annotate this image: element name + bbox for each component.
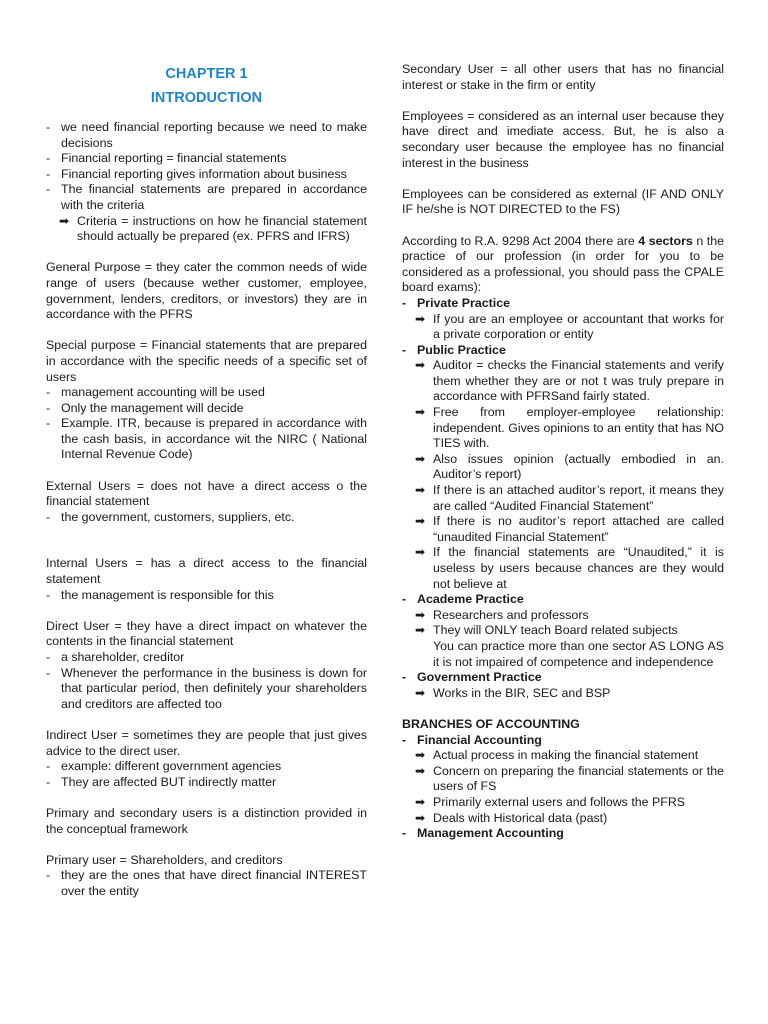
right-column <box>402 62 724 842</box>
list-item: ➡ Auditor = checks the Financial statements and verify them whether they are or not t was truly prepare in accordance with PFRSand fairly stated. <box>415 358 724 404</box>
list-item: ➡ Researchers and professors <box>415 607 589 622</box>
arrow-icon: ➡ <box>415 794 426 809</box>
arrow-icon: ➡ <box>415 748 426 763</box>
arrow-icon: ➡ <box>415 810 426 825</box>
list-item: - the government, customers, suppliers, etc. <box>46 509 295 524</box>
list-item: ➡ Primarily external users and follows the PFRS <box>415 794 686 809</box>
sector-list <box>402 608 724 639</box>
list-item: ➡ Deals with Historical data (past) <box>415 810 608 825</box>
branch-heading: - Financial Accounting <box>402 732 542 747</box>
direct-user-paragraph: Direct User = they have a direct impact on whatever the contents in the financial statement <box>46 618 367 649</box>
list-item: - Whenever the performance in the business is down for that particular period, then definitely your shareholders and creditors are affected too <box>46 665 367 711</box>
list-item: - management accounting will be used <box>46 385 265 400</box>
indirect-user-paragraph: Indirect User = sometimes they are people that just gives advice to the direct user. <box>46 727 367 758</box>
arrow-icon: ➡ <box>415 607 426 622</box>
list-item: ➡ Works in the BIR, SEC and BSP <box>415 685 611 700</box>
list-item: ➡ If you are an employee or accountant that works for a private corporation or entity <box>415 311 724 342</box>
list-item: - they are the ones that have direct financial INTEREST over the entity <box>46 868 367 898</box>
branch-list <box>402 748 724 826</box>
sector-note: You can practice more than one sector AS LONG AS it is not impaired of competence and independence <box>433 638 724 669</box>
list-item: - example: different government agencies <box>46 759 282 774</box>
arrow-icon: ➡ <box>415 311 426 326</box>
list-item: ➡ Free from employer-employee relationship: independent. Gives opinions to an entity that has NO TIES with. <box>415 405 724 451</box>
chapter-title: CHAPTER 1 <box>165 66 248 82</box>
arrow-icon: ➡ <box>415 358 426 373</box>
sectors-count: 4 sectors <box>638 233 693 248</box>
direct-user-list <box>46 650 367 712</box>
external-users-list <box>46 510 367 526</box>
employees-external-paragraph: Employees can be considered as external (IF AND ONLY IF he/she is NOT DIRECTED to the FS) <box>402 186 724 217</box>
secondary-user-paragraph: Secondary User = all other users that has no financial interest or stake in the firm or entity <box>402 62 724 92</box>
left-column <box>46 62 367 900</box>
internal-users-list <box>46 588 367 604</box>
arrow-icon: ➡ <box>415 451 426 466</box>
sector-list <box>402 686 724 702</box>
primary-user-paragraph: Primary user = Shareholders, and creditors <box>46 852 283 867</box>
branch-heading: - Management Accounting <box>402 826 564 841</box>
list-item: - The financial statements are prepared in accordance with the criteria <box>46 182 367 212</box>
internal-users-paragraph: Internal Users = has a direct access to the financial statement <box>46 556 367 587</box>
arrow-icon: ➡ <box>415 405 426 420</box>
arrow-icon: ➡ <box>415 514 426 529</box>
external-users-paragraph: External Users = does not have a direct access o the financial statement <box>46 478 367 509</box>
list-item: ➡ Actual process in making the financial statement <box>415 748 699 763</box>
list-item: ➡ If there is an attached auditor’s report, it means they are called “Audited Financial Statement” <box>415 483 724 513</box>
list-item: - the management is responsible for this <box>46 587 274 602</box>
special-purpose-list <box>46 385 367 463</box>
intro-list <box>46 120 367 245</box>
arrow-icon: ➡ <box>59 213 70 228</box>
arrow-icon: ➡ <box>415 483 426 498</box>
special-purpose-paragraph: Special purpose = Financial statements that are prepared in accordance with the specific needs of a specific set of users <box>46 338 367 384</box>
primary-user-list <box>46 868 367 899</box>
list-item: ➡ Criteria = instructions on how he financial statement should actually be prepared (ex. PFRS and IFRS) <box>59 213 367 244</box>
branches-heading: BRANCHES OF ACCOUNTING <box>402 716 580 731</box>
sector-list <box>402 312 724 343</box>
primary-secondary-paragraph: Primary and secondary users is a distinction provided in the conceptual framework <box>46 805 367 836</box>
list-item: ➡ If there is no auditor’s report attached are called “unaudited Financial Statement” <box>415 514 724 544</box>
list-item: - a shareholder, creditor <box>46 650 185 664</box>
list-item: - we need financial reporting because we need to make decisions <box>46 120 367 150</box>
sector-list <box>402 358 724 592</box>
list-item: - Financial reporting = financial statements <box>46 151 287 166</box>
sector-heading: - Academe Practice <box>402 592 524 607</box>
arrow-icon: ➡ <box>415 685 426 700</box>
general-purpose-paragraph: General Purpose = they cater the common needs of wide range of users (because wether customer, employee, government, lenders, creditors, or investors) they are in accordance with the PFRS <box>46 260 367 322</box>
sector-heading: - Public Practice <box>402 342 506 357</box>
list-item: ➡ They will ONLY teach Board related subjects <box>415 623 678 638</box>
list-item: ➡ Also issues opinion (actually embodied in an. Auditor’s report) <box>415 451 724 482</box>
arrow-icon: ➡ <box>415 545 426 560</box>
chapter-subtitle: INTRODUCTION <box>150 90 263 106</box>
sector-heading: - Government Practice <box>402 670 542 685</box>
arrow-icon: ➡ <box>415 763 426 778</box>
indirect-user-list <box>46 759 367 790</box>
list-item: ➡ Concern on preparing the financial statements or the users of FS <box>415 763 724 794</box>
list-item: - Financial reporting gives information about business <box>46 166 347 181</box>
sector-heading: - Private Practice <box>402 295 510 310</box>
ra-paragraph: According to R.A. 9298 Act 2004 there are 4 sectors n the practice of our profession (in order for you to be considered as a professional, you should pass the CPALE board exams): <box>402 233 724 295</box>
employees-paragraph: Employees = considered as an internal user because they have direct and imediate access. But, he is also a secondary user because the employee has no financial interest in the business <box>402 108 724 170</box>
list-item: - Example. ITR, because is prepared in accordance with the cash basis, in accordance wit the NIRC ( National Internal Revenue Code) <box>46 416 367 462</box>
list-item: - Only the management will decide <box>46 400 244 415</box>
arrow-icon: ➡ <box>415 623 426 638</box>
list-item: - They are affected BUT indirectly matter <box>46 774 277 789</box>
list-item: ➡ If the financial statements are “Unaudited,” it is useless by users because chances are they would not believe at <box>415 545 724 591</box>
